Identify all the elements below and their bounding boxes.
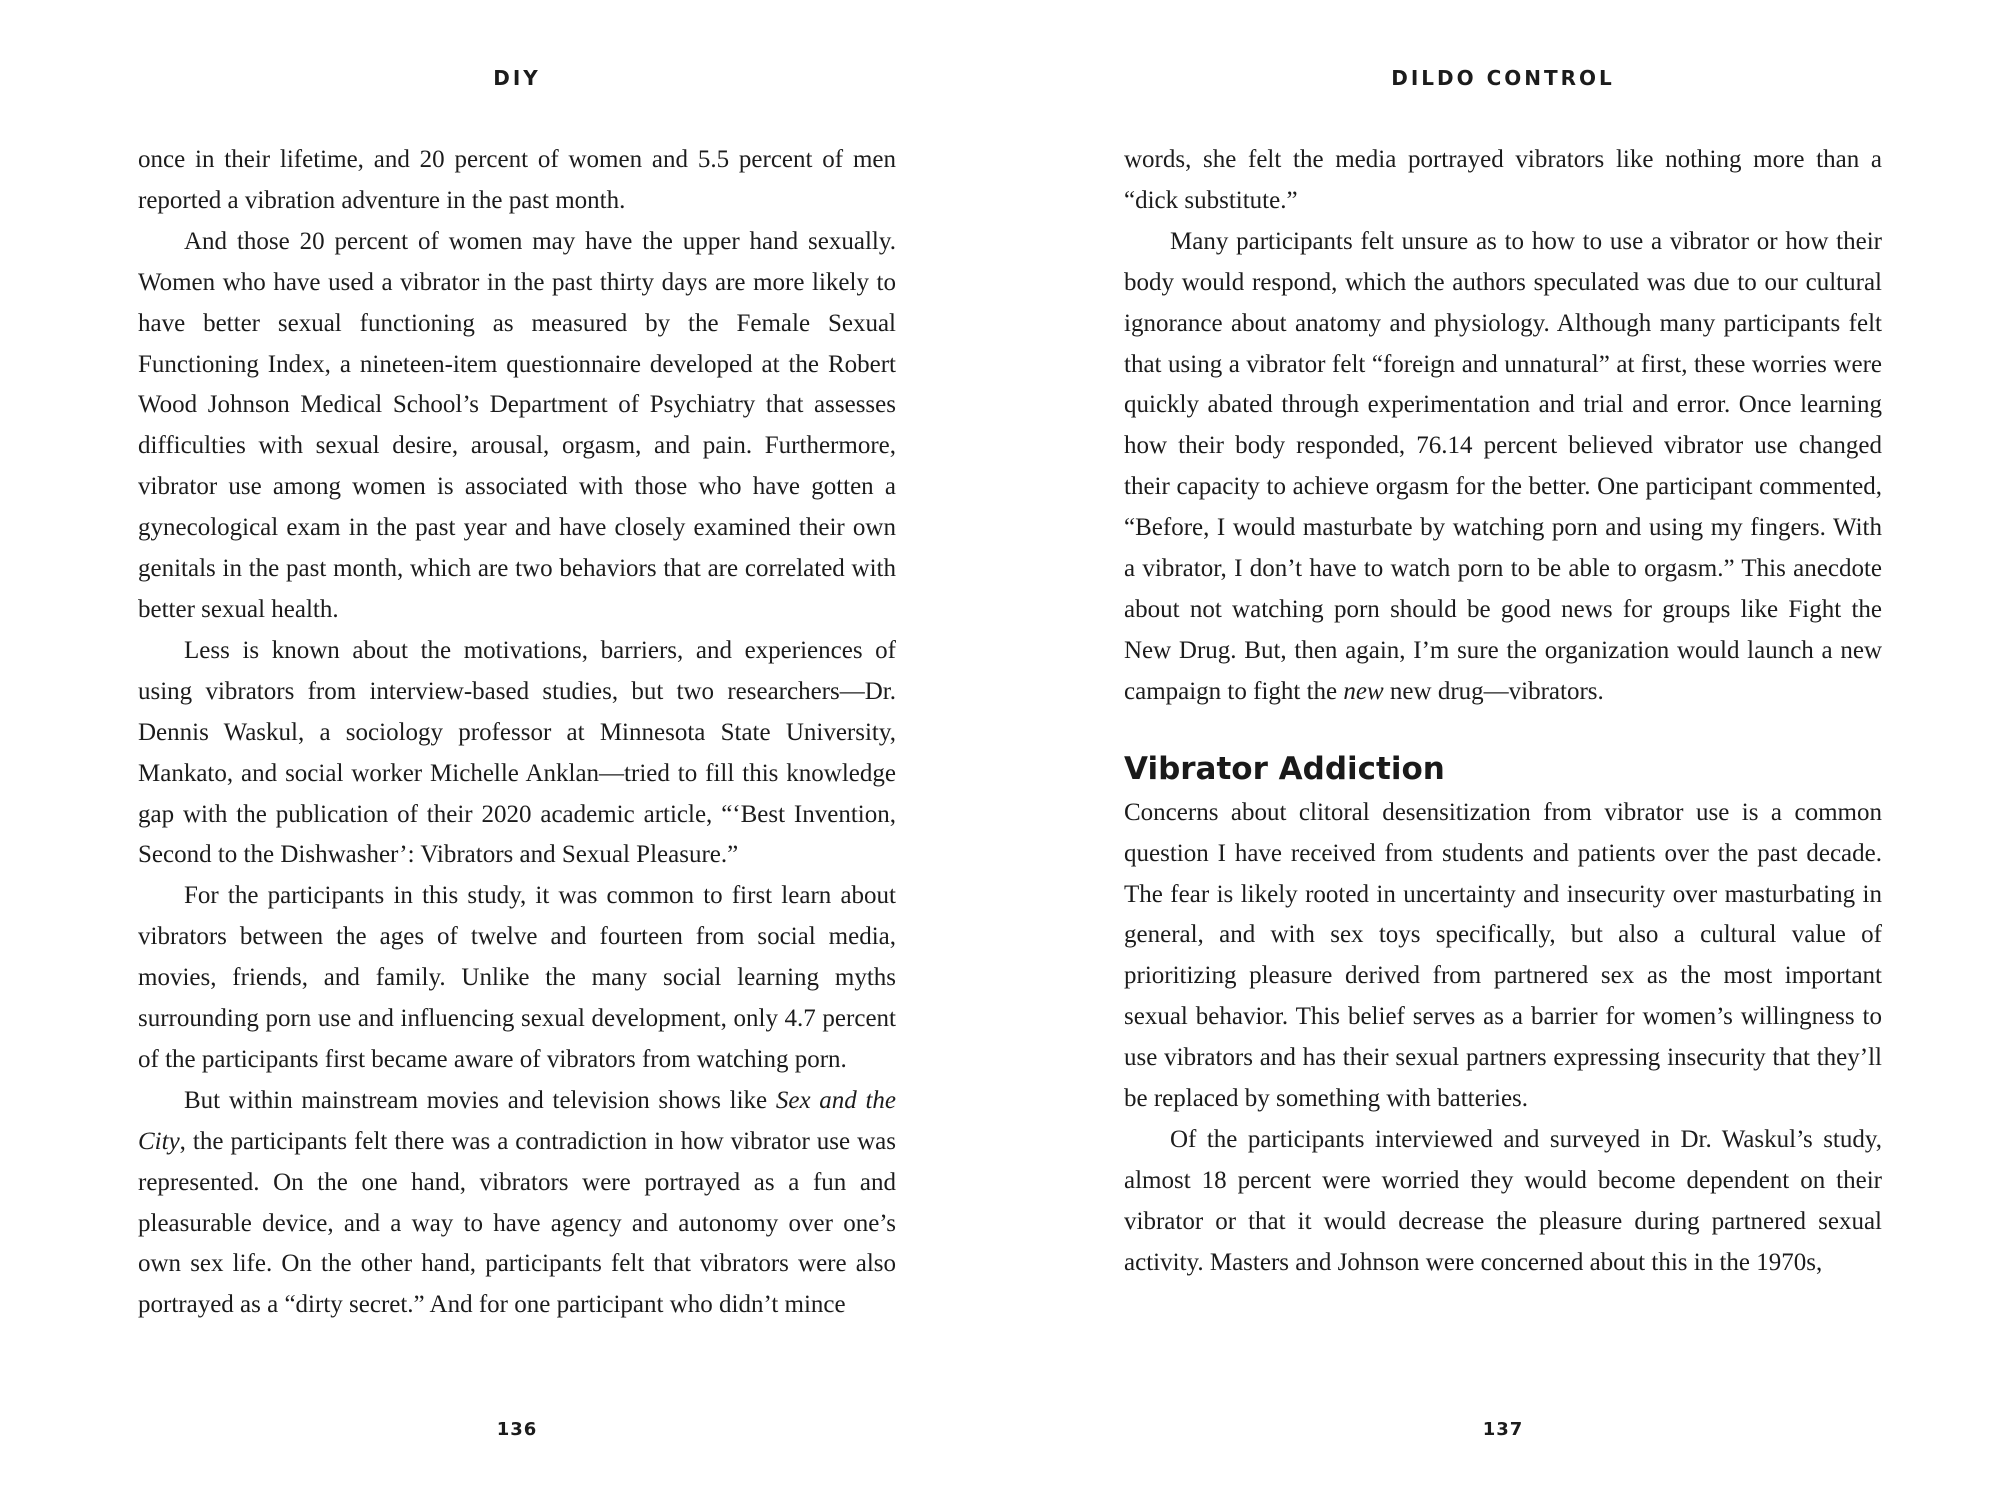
left-running-head: DIY [493,66,541,90]
section-heading: Vibrator Addiction [1124,750,1445,787]
left-paragraph-5-text-end: , the participants felt there was a contradiction in how vibrator use was represented. On the one hand, vibrators were portrayed as a fun and pleasurable device, and a way to have agency and autonomy over one’s own sex life. On the other hand, participants felt that vibrators were also portrayed as a “dirty secret.” And for one participant who didn’t mince [138,1127,896,1319]
right-paragraph-1: words, she felt the media portrayed vibrators like nothing more than a “dick substitute.” [1124,146,1882,214]
right-paragraph-2 [1124,222,1882,713]
right-paragraph-3: Concerns about clitoral desensitization from vibrator use is a common question I have received from students and patients over the past decade. The fear is likely rooted in uncertainty and insecurity over masturbating in general, and with sex toys specifically, but also a cultural value of prioritizing pleasure derived from partnered sex as the most important sexual behavior. This belief serves as a barrier for women’s willingness to use vibrators and has their sexual partners expressing insecurity that they’ll be replaced by something with batteries. [1124,798,1882,1113]
left-paragraph-1: once in their lifetime, and 20 percent of women and 5.5 percent of men reported a vibration adventure in the past month. [138,146,896,214]
right-paragraph-4: Of the participants interviewed and surveyed in Dr. Waskul’s study, almost 18 percent were worried they would become dependent on their vibrator or that it would decrease the pleasure during partnered sexual activity. Masters and Johnson were concerned about this in the 1970s, [1124,1125,1882,1276]
right-page-number: 137 [1482,1419,1524,1440]
left-paragraph-3: Less is known about the motivations, barriers, and experiences of using vibrators from interview-based studies, but two researchers—Dr. Dennis Waskul, a sociology professor at Minnesota State University, Mankato, and social worker Michelle Anklan—tried to fill this knowledge gap with the publication of their 2020 academic article, “‘Best Invention, Second to the Dishwasher’: Vibrators and Sexual Pleasure.” [138,636,896,869]
left-page [138,0,896,1500]
left-paragraph-5-text-start: But within mainstream movies and television shows like [184,1086,776,1114]
right-body-text [1124,140,1882,1284]
right-running-head: DILDO CONTROL [1391,66,1615,90]
right-paragraph-2-italic-word: new [1343,677,1384,705]
right-paragraph-2-text-start: Many participants felt unsure as to how to use a vibrator or how their body would respond, which the authors speculated was due to our cultural ignorance about anatomy and physiology. Although many participants felt that using a vibrator felt “foreign and unnatural” at first, these worries were quickly abated through experimentation and trial and error. Once learning how their body responded, 76.14 percent believed vibrator use changed their capacity to achieve orgasm for the better. One participant commented, “Before, I would masturbate by watching porn and using my fingers. With a vibrator, I don’t have to watch porn to be able to orgasm.” This anecdote about not watching porn should be good news for groups like Fight the New Drug. But, then again, I’m sure the organization would launch a new campaign to fight the [1124,227,1882,705]
left-paragraph-4: For the participants in this study, it was common to first learn about vibrators between the ages of twelve and fourteen from social media, movies, friends, and family. Unlike the many social learning myths surrounding porn use and influencing sexual development, only 4.7 percent of the participants first became aware of vibrators from watching porn. [138,882,896,1073]
left-paragraph-2: And those 20 percent of women may have the upper hand sexually. Women who have used a vibrator in the past thirty days are more likely to have better sexual functioning as measured by the Female Sexual Functioning Index, a nineteen-item questionnaire developed at the Robert Wood Johnson Medical School’s Department of Psychiatry that assesses difficulties with sexual desire, arousal, orgasm, and pain. Furthermore, vibrator use among women is associated with those who have gotten a gynecological exam in the past year and have closely examined their own genitals in the past month, which are two behaviors that are correlated with better sexual health. [138,227,896,623]
left-paragraph-5-italic-title: Sex and the City [138,1086,896,1155]
left-page-number: 136 [496,1419,538,1440]
left-paragraph-5 [138,1081,896,1326]
right-page [1124,0,1882,1500]
right-paragraph-2-text-end: new drug—vibrators. [1383,677,1604,705]
left-body-text [138,140,896,1326]
